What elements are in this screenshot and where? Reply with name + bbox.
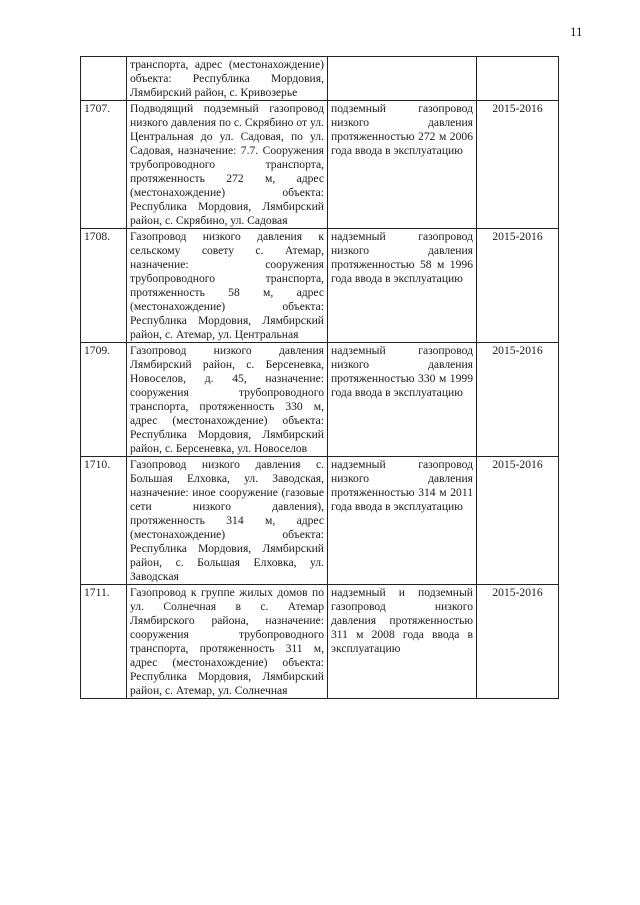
row-number: 1710. [81,457,127,585]
table-row [81,57,559,101]
period-cell: 2015-2016 [477,229,559,343]
table-row [81,229,559,343]
row-number [81,57,127,101]
characteristics-cell: надземный газопровод низкого давления протяженностью 330 м 1999 года ввода в эксплуатацию [328,343,477,457]
row-number: 1707. [81,101,127,229]
object-name-cell: Газопровод низкого давления с. Большая Елховка, ул. Заводская, назначение: иное сооружение (газовые сети низкого давления), протяженность 314 м, адрес (местонахождение) объекта: Республика Мордовия, Лямбирский район, с. Большая Елховка, ул. Заводская [127,457,328,585]
period-cell: 2015-2016 [477,343,559,457]
object-name-cell: Подводящий подземный газопровод низкого давления по с. Скрябино от ул. Центральная до ул. Садовая, по ул. Садовая, назначение: 7.7. Сооружения трубопроводного транспорта, протяженность 272 м, адрес (местонахождение) объекта: Республика Мордовия, Лямбирский район, с. Скрябино, ул. Садовая [127,101,328,229]
characteristics-cell: надземный газопровод низкого давления протяженностью 58 м 1996 года ввода в эксплуатацию [328,229,477,343]
period-cell: 2015-2016 [477,457,559,585]
object-name-cell: транспорта, адрес (местонахождение) объекта: Республика Мордовия, Лямбирский район, с. Кривозерье [127,57,328,101]
object-name-cell: Газопровод низкого давления Лямбирский район, с. Берсеневка, Новоселов, д. 45, назначение: сооружения трубопроводного транспорта, протяженность 330 м, адрес (местонахождение) объекта: Республика Мордовия, Лямбирский район, с. Берсеневка, ул. Новоселов [127,343,328,457]
registry-table [80,56,559,699]
period-cell: 2015-2016 [477,585,559,699]
period-cell [477,57,559,101]
characteristics-cell: надземный и подземный газопровод низкого давления протяженностью 311 м 2008 года ввода в эксплуатацию [328,585,477,699]
table-row [81,343,559,457]
row-number: 1711. [81,585,127,699]
characteristics-cell: подземный газопровод низкого давления протяженностью 272 м 2006 года ввода в эксплуатацию [328,101,477,229]
table-row [81,585,559,699]
table-row [81,101,559,229]
row-number: 1708. [81,229,127,343]
table-row [81,457,559,585]
row-number: 1709. [81,343,127,457]
period-cell: 2015-2016 [477,101,559,229]
page-number: 11 [570,24,583,39]
object-name-cell: Газопровод к группе жилых домов по ул. Солнечная в с. Атемар Лямбирского района, назначение: сооружения трубопроводного транспорта, протяженность 311 м, адрес (местонахождение) объекта: Республика Мордовия, Лямбирский район, с. Атемар, ул. Солнечная [127,585,328,699]
characteristics-cell [328,57,477,101]
characteristics-cell: надземный газопровод низкого давления протяженностью 314 м 2011 года ввода в эксплуатацию [328,457,477,585]
object-name-cell: Газопровод низкого давления к сельскому совету с. Атемар, назначение: сооружения трубопроводного транспорта, протяженность 58 м, адрес (местонахождение) объекта: Республика Мордовия, Лямбирский район, с. Атемар, ул. Центральная [127,229,328,343]
